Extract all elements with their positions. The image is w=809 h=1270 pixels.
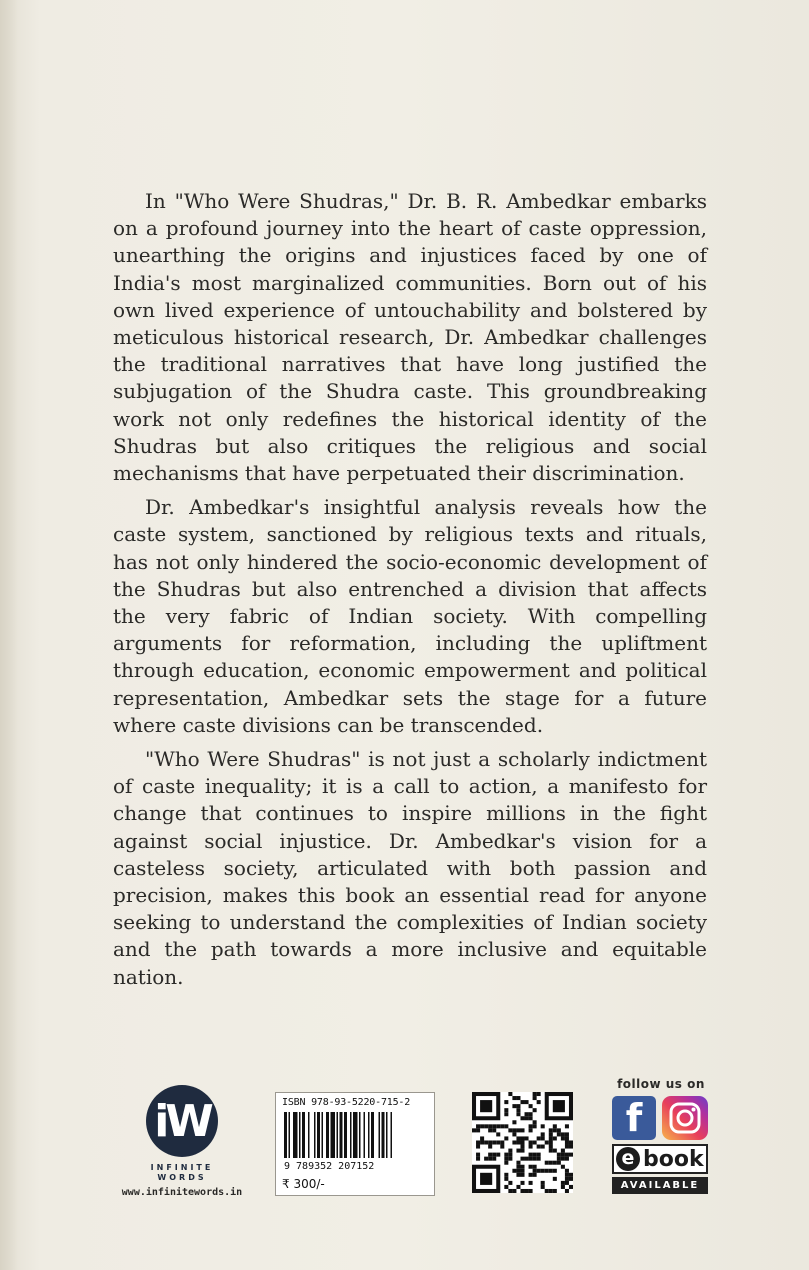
qr-module xyxy=(496,1153,500,1157)
qr-module xyxy=(565,1181,569,1185)
qr-module xyxy=(529,1124,533,1128)
qr-module xyxy=(472,1128,476,1132)
qr-module xyxy=(488,1157,492,1161)
qr-module xyxy=(500,1124,504,1128)
publisher-name-line1: INFINITE xyxy=(150,1163,214,1172)
barcode-bar xyxy=(379,1112,381,1158)
qr-module xyxy=(516,1128,520,1132)
qr-module xyxy=(565,1153,569,1157)
facebook-icon[interactable]: f xyxy=(612,1096,656,1140)
qr-module xyxy=(545,1140,549,1144)
barcode-bar xyxy=(359,1112,361,1158)
qr-module xyxy=(533,1140,537,1144)
qr-module xyxy=(504,1108,508,1112)
available-label: AVAILABLE xyxy=(612,1177,708,1194)
qr-module xyxy=(529,1181,533,1185)
qr-module xyxy=(561,1136,565,1140)
qr-module xyxy=(541,1136,545,1140)
qr-module xyxy=(508,1128,512,1132)
qr-module xyxy=(557,1157,561,1161)
qr-module xyxy=(565,1132,569,1136)
qr-module xyxy=(549,1132,553,1136)
blurb-paragraph-1: In "Who Were Shudras," Dr. B. R. Ambedkar embarks on a profound journey into the heart of caste oppression, unearthing the origins and injustices faced by one of India's most marginalized communities. Born out of his own lived experience of untouchability and bolstered by meticulous historical research, Dr. Ambedkar challenges the traditional narratives that have long justified the subjugation of the Shudra caste. This groundbreaking work not only redefines the historical identity of the Shudras but also critiques the religious and social mechanisms that have perpetuated their discrimination. xyxy=(113,189,707,486)
qr-module xyxy=(549,1149,553,1153)
qr-module xyxy=(537,1145,541,1149)
qr-module xyxy=(561,1132,565,1136)
blurb-paragraph-2: Dr. Ambedkar's insightful analysis reveals how the caste system, sanctioned by religious texts and rituals, has not only hindered the socio-economic development of the Shudras but also entrenched a division that affects the very fabric of Indian society. With compelling arguments for reformation, including the upliftment through education, economic empowerment and political representation, Ambedkar sets the stage for a future where caste divisions can be transcended. xyxy=(113,495,707,737)
qr-module xyxy=(520,1140,524,1144)
qr-module xyxy=(508,1149,512,1153)
qr-module xyxy=(488,1140,492,1144)
qr-module xyxy=(512,1189,516,1193)
qr-module xyxy=(520,1149,524,1153)
qr-module xyxy=(480,1140,484,1144)
qr-module xyxy=(549,1189,553,1193)
qr-module xyxy=(504,1161,508,1165)
qr-module xyxy=(512,1104,516,1108)
qr-module xyxy=(476,1140,480,1144)
qr-module xyxy=(541,1185,545,1189)
barcode-bar xyxy=(326,1112,329,1158)
qr-module xyxy=(496,1140,500,1144)
ebook-e-icon: e xyxy=(616,1147,640,1171)
qr-module xyxy=(561,1157,565,1161)
qr-module xyxy=(492,1124,496,1128)
qr-module xyxy=(549,1140,553,1144)
qr-module xyxy=(549,1128,553,1132)
qr-module xyxy=(508,1189,512,1193)
qr-module xyxy=(565,1177,569,1181)
qr-module xyxy=(553,1169,557,1173)
qr-module xyxy=(508,1181,512,1185)
qr-module xyxy=(565,1136,569,1140)
qr-module xyxy=(529,1116,533,1120)
qr-module xyxy=(516,1149,520,1153)
qr-code-icon xyxy=(472,1092,573,1193)
qr-module xyxy=(529,1128,533,1132)
qr-module xyxy=(553,1189,557,1193)
spine-shadow xyxy=(0,0,18,1270)
qr-module xyxy=(484,1157,488,1161)
qr-module xyxy=(520,1128,524,1132)
qr-module xyxy=(569,1177,573,1181)
isbn-barcode-box xyxy=(275,1092,435,1196)
barcode-bar xyxy=(322,1112,324,1158)
qr-module xyxy=(520,1157,524,1161)
qr-module xyxy=(516,1161,520,1165)
qr-module xyxy=(565,1169,569,1173)
isbn-digits: 9 789352 207152 xyxy=(284,1161,375,1172)
barcode-bar xyxy=(386,1112,388,1158)
qr-module xyxy=(537,1157,541,1161)
qr-module xyxy=(504,1173,508,1177)
qr-module xyxy=(529,1165,533,1169)
barcode-bar xyxy=(364,1112,366,1158)
qr-module xyxy=(533,1153,537,1157)
qr-module xyxy=(545,1169,549,1173)
qr-module xyxy=(476,1124,480,1128)
qr-module xyxy=(569,1173,573,1177)
qr-module xyxy=(549,1161,553,1165)
qr-module xyxy=(504,1112,508,1116)
qr-module xyxy=(565,1173,569,1177)
qr-module xyxy=(537,1153,541,1157)
qr-module xyxy=(553,1149,557,1153)
qr-module xyxy=(480,1136,484,1140)
qr-module xyxy=(545,1189,549,1193)
social-block xyxy=(610,1077,712,1197)
barcode-bars xyxy=(284,1112,426,1160)
qr-module xyxy=(520,1165,524,1169)
qr-module xyxy=(476,1153,480,1157)
publisher-name xyxy=(113,1163,251,1183)
qr-module xyxy=(565,1145,569,1149)
qr-module xyxy=(553,1128,557,1132)
isbn-label: ISBN 978-93-5220-715-2 xyxy=(282,1097,411,1108)
qr-module xyxy=(504,1177,508,1181)
qr-module xyxy=(516,1165,520,1169)
qr-module xyxy=(520,1173,524,1177)
qr-module xyxy=(520,1189,524,1193)
barcode-bar xyxy=(293,1112,298,1158)
qr-module xyxy=(537,1100,541,1104)
qr-module xyxy=(476,1145,480,1149)
qr-module xyxy=(561,1185,565,1189)
barcode-bar xyxy=(337,1112,339,1158)
qr-module xyxy=(504,1157,508,1161)
barcode-bar xyxy=(371,1112,374,1158)
qr-module xyxy=(508,1092,512,1096)
qr-module xyxy=(565,1189,569,1193)
qr-module xyxy=(512,1140,516,1144)
qr-module xyxy=(492,1153,496,1157)
qr-module xyxy=(480,1173,492,1185)
qr-module xyxy=(500,1140,504,1144)
instagram-icon[interactable] xyxy=(662,1096,708,1140)
qr-module xyxy=(525,1189,529,1193)
qr-module xyxy=(533,1120,537,1124)
qr-module xyxy=(537,1169,541,1173)
qr-module xyxy=(512,1096,516,1100)
qr-module xyxy=(533,1124,537,1128)
qr-module xyxy=(484,1124,488,1128)
qr-module xyxy=(529,1173,533,1177)
qr-module xyxy=(512,1169,516,1173)
qr-module xyxy=(504,1100,508,1104)
qr-module xyxy=(512,1128,516,1132)
qr-module xyxy=(557,1132,561,1136)
qr-module xyxy=(549,1136,553,1140)
price-label: ₹ 300/- xyxy=(282,1177,325,1191)
qr-module xyxy=(557,1161,561,1165)
qr-module xyxy=(516,1112,520,1116)
qr-module xyxy=(533,1092,537,1096)
publisher-logo-icon: iW xyxy=(146,1085,218,1157)
qr-module xyxy=(561,1165,565,1169)
qr-module xyxy=(569,1145,573,1149)
qr-module xyxy=(545,1161,549,1165)
qr-module xyxy=(541,1169,545,1173)
qr-module xyxy=(569,1140,573,1144)
qr-module xyxy=(520,1100,524,1104)
qr-module xyxy=(529,1153,533,1157)
qr-module xyxy=(529,1140,533,1144)
qr-module xyxy=(553,1136,557,1140)
barcode-bar xyxy=(350,1112,352,1158)
qr-module xyxy=(504,1136,508,1140)
qr-module xyxy=(561,1181,565,1185)
barcode-bar xyxy=(302,1112,305,1158)
qr-module xyxy=(480,1124,484,1128)
barcode-bar xyxy=(340,1112,343,1158)
qr-module xyxy=(516,1108,520,1112)
qr-module xyxy=(520,1181,524,1185)
qr-module xyxy=(533,1096,537,1100)
qr-module xyxy=(553,1100,565,1112)
barcode-bar xyxy=(284,1112,287,1158)
qr-module xyxy=(541,1132,545,1136)
qr-module xyxy=(516,1140,520,1144)
barcode-bar xyxy=(382,1112,385,1158)
publisher-url: www.infinitewords.in xyxy=(121,1187,243,1198)
barcode-bar xyxy=(314,1112,316,1158)
qr-module xyxy=(480,1100,492,1112)
qr-module xyxy=(553,1177,557,1181)
qr-module xyxy=(533,1157,537,1161)
qr-module xyxy=(476,1157,480,1161)
qr-module xyxy=(525,1116,529,1120)
qr-module xyxy=(557,1153,561,1157)
qr-module xyxy=(529,1104,533,1108)
qr-module xyxy=(492,1140,496,1144)
qr-module xyxy=(537,1092,541,1096)
qr-module xyxy=(565,1140,569,1144)
qr-module xyxy=(512,1120,516,1124)
barcode-bar xyxy=(344,1112,347,1158)
qr-module xyxy=(488,1128,492,1132)
qr-module xyxy=(488,1145,492,1149)
qr-module xyxy=(500,1145,504,1149)
qr-module xyxy=(508,1157,512,1161)
publisher-logo xyxy=(113,1085,253,1205)
qr-module xyxy=(516,1104,520,1108)
qr-module xyxy=(549,1169,553,1173)
qr-module xyxy=(541,1181,545,1185)
barcode-bar xyxy=(331,1112,336,1158)
qr-module xyxy=(520,1145,524,1149)
qr-module xyxy=(525,1136,529,1140)
qr-module xyxy=(516,1136,520,1140)
barcode-bar xyxy=(353,1112,358,1158)
qr-module xyxy=(529,1157,533,1161)
qr-module xyxy=(488,1124,492,1128)
barcode-bar xyxy=(391,1112,393,1158)
qr-module xyxy=(496,1132,500,1136)
qr-module xyxy=(537,1136,541,1140)
qr-module xyxy=(516,1185,520,1189)
qr-module xyxy=(516,1173,520,1177)
qr-module xyxy=(504,1153,508,1157)
barcode-bar xyxy=(299,1112,301,1158)
back-cover-blurb xyxy=(113,188,707,998)
qr-module xyxy=(561,1153,565,1157)
qr-module xyxy=(529,1189,533,1193)
qr-module xyxy=(529,1112,533,1116)
qr-module xyxy=(488,1153,492,1157)
qr-module xyxy=(529,1145,533,1149)
qr-module xyxy=(525,1112,529,1116)
barcode-bar xyxy=(308,1112,310,1158)
qr-module xyxy=(504,1124,508,1128)
qr-module xyxy=(533,1169,537,1173)
qr-module xyxy=(476,1128,480,1132)
qr-module xyxy=(553,1161,557,1165)
barcode-bar xyxy=(317,1112,320,1158)
barcode-bar xyxy=(289,1112,291,1158)
ebook-badge xyxy=(612,1144,708,1174)
qr-module xyxy=(492,1128,496,1132)
qr-module xyxy=(516,1096,520,1100)
qr-module xyxy=(520,1136,524,1140)
qr-module xyxy=(565,1124,569,1128)
qr-module xyxy=(512,1132,516,1136)
qr-module xyxy=(541,1145,545,1149)
publisher-name-line2: WORDS xyxy=(157,1173,207,1182)
qr-module xyxy=(561,1149,565,1153)
qr-module xyxy=(541,1124,545,1128)
barcode-bar xyxy=(368,1112,370,1158)
qr-module xyxy=(569,1153,573,1157)
qr-module xyxy=(520,1169,524,1173)
qr-module xyxy=(565,1157,569,1161)
qr-module xyxy=(520,1116,524,1120)
blurb-paragraph-3: "Who Were Shudras" is not just a scholarly indictment of caste inequality; it is a call to action, a manifesto for change that continues to inspire millions in the fight against social injustice. Dr. Ambedkar's vision for a casteless society, articulated with both passion and precision, makes this book an essential read for anyone seeking to understand the complexities of Indian society and the path towards a more inclusive and equitable nation. xyxy=(113,747,707,989)
qr-module xyxy=(533,1165,537,1169)
qr-module xyxy=(508,1153,512,1157)
qr-module xyxy=(516,1169,520,1173)
follow-us-label: follow us on xyxy=(617,1077,705,1091)
qr-module xyxy=(569,1185,573,1189)
qr-module xyxy=(484,1140,488,1144)
qr-module xyxy=(533,1108,537,1112)
qr-module xyxy=(525,1157,529,1161)
qr-module xyxy=(525,1100,529,1104)
qr-module xyxy=(549,1145,553,1149)
qr-module xyxy=(492,1157,496,1161)
qr-module xyxy=(504,1185,508,1189)
qr-module xyxy=(557,1128,561,1132)
instagram-glyph xyxy=(662,1096,708,1140)
qr-module xyxy=(553,1124,557,1128)
ebook-label: book xyxy=(643,1146,704,1172)
qr-module xyxy=(496,1124,500,1128)
qr-module xyxy=(533,1173,537,1177)
